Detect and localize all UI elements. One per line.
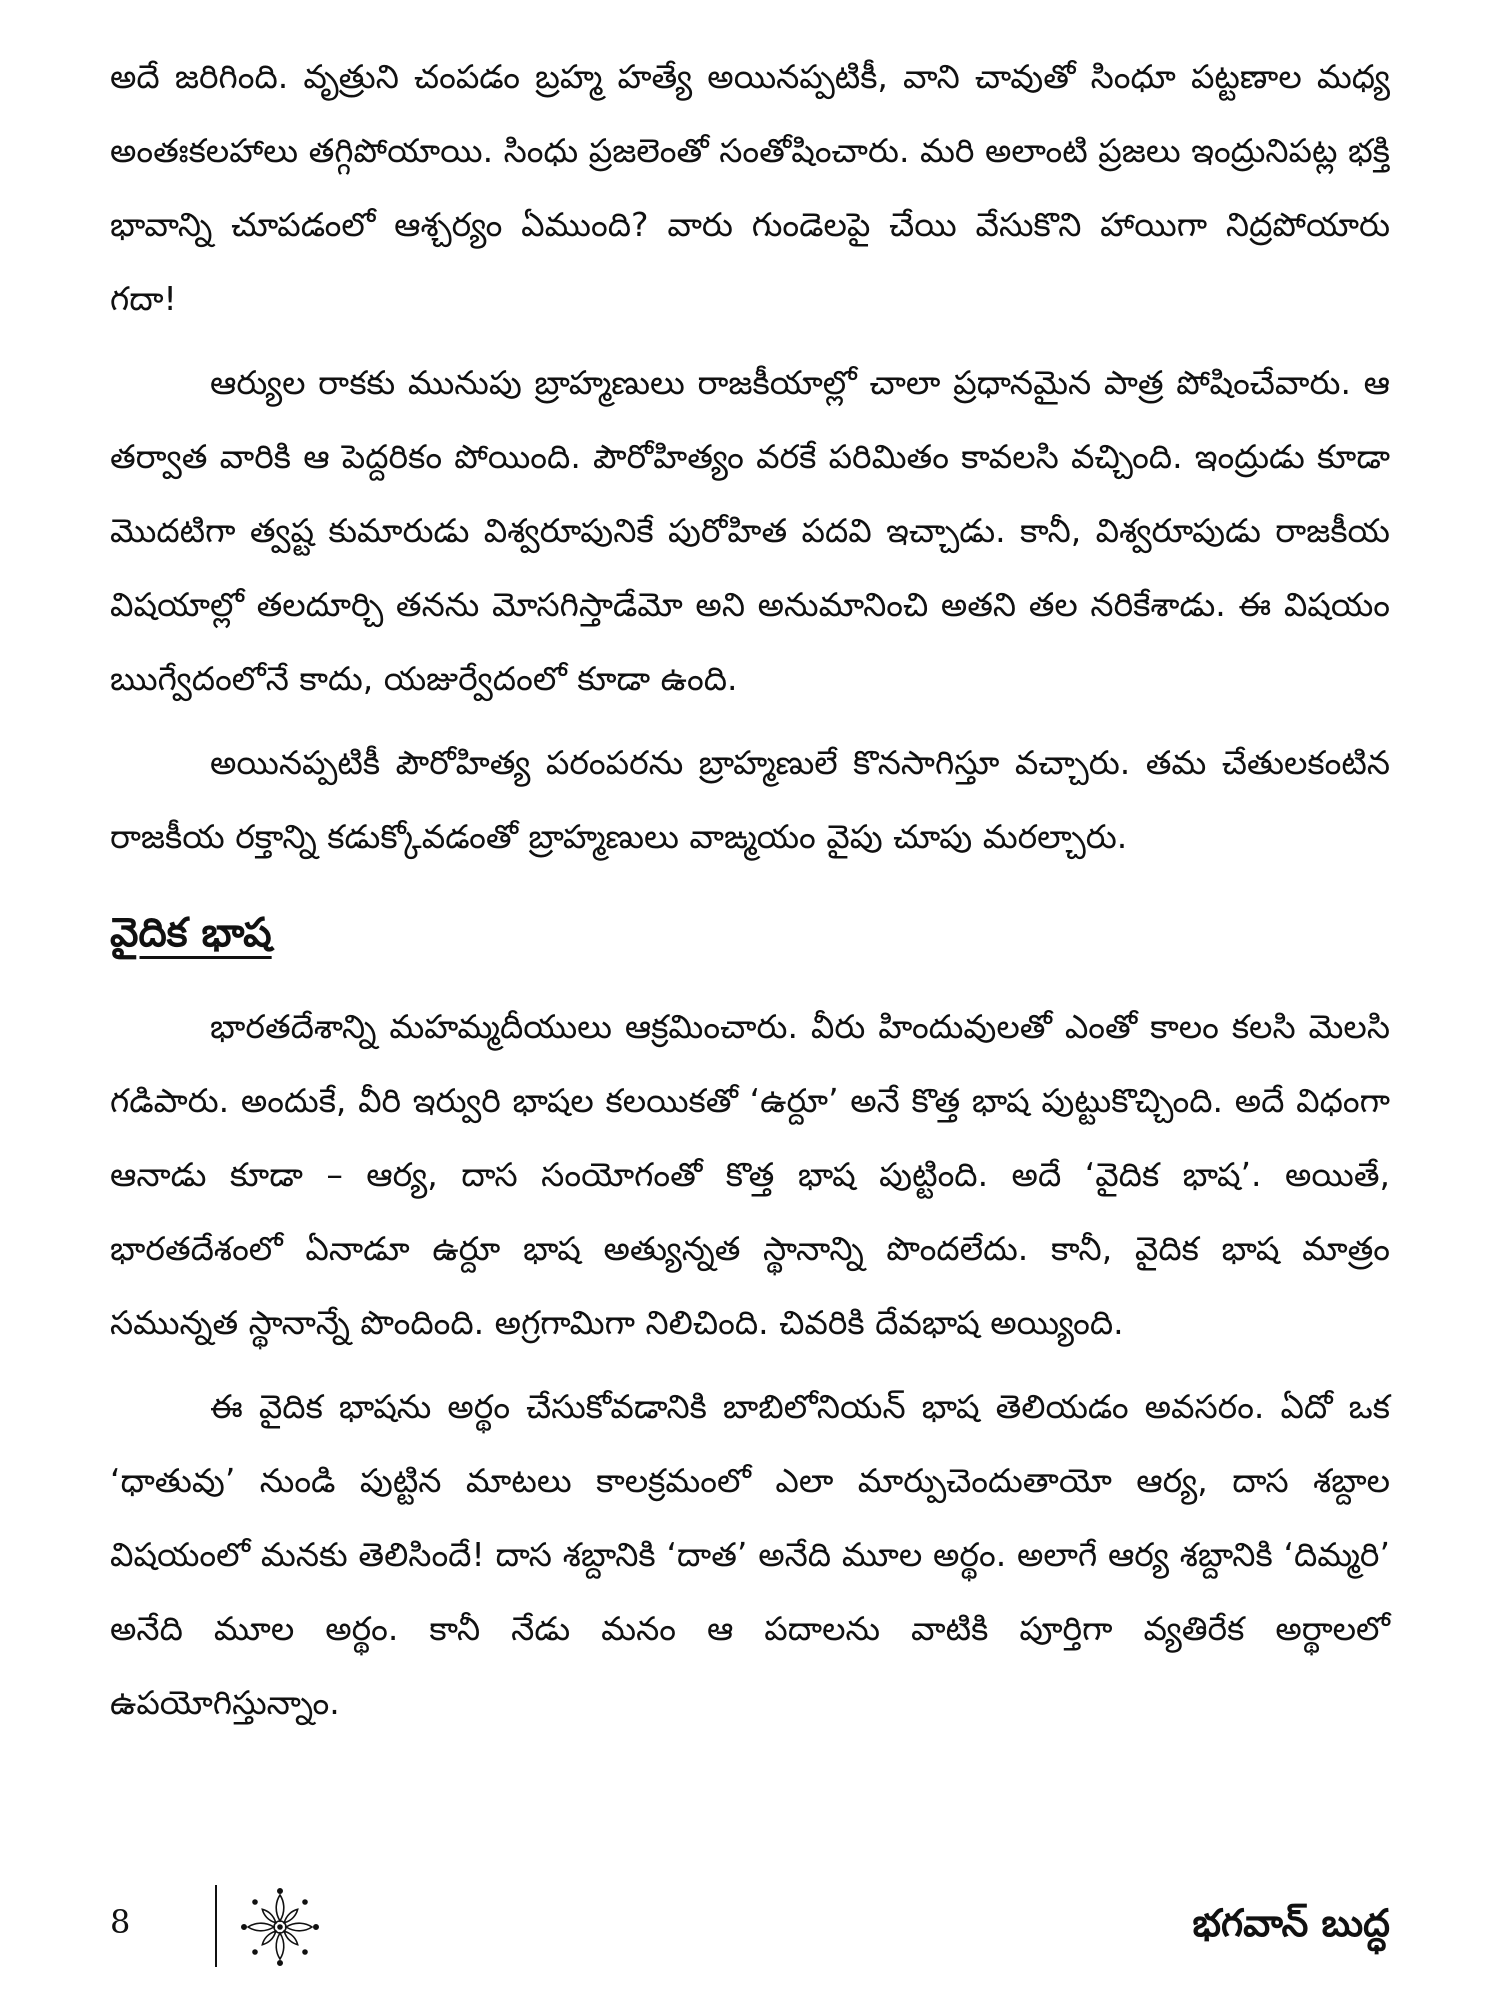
section-paragraph-2: ఈ వైదిక భాషను అర్థం చేసుకోవడానికి బాబిలోనియన్ భాష తెలియడం అవసరం. ఏదో ఒక ‘ధాతువు’ నుండి పుట్టిన మాటలు కాలక్రమంలో ఎలా మార్పుచెందుతాయో ఆర్య, దాస శబ్దాల విషయంలో మనకు తెలిసిందే! దాస శబ్దానికి ‘దాత’ అనేది మూల అర్థం. అలాగే ఆర్య శబ్దానికి ‘దిమ్మరి’ అనేది మూల అర్థం. కానీ నేడు మనం ఆ పదాలను వాటికి పూర్తిగా వ్యతిరేక అర్థాలలో ఉపయోగిస్తున్నాం. [110,1387,1390,1722]
book-title: భగవాన్ బుద్ధ [1192,1901,1390,1945]
page-body [110,40,1390,1750]
page-footer [110,1885,1390,1975]
floral-ornament-icon [240,1887,320,1967]
page-number: 8 [110,1903,131,1941]
section-heading: వైదిక భాష [110,910,272,956]
footer-divider [215,1885,217,1967]
section-paragraph-1: భారతదేశాన్ని మహమ్మదీయులు ఆక్రమించారు. వీరు హిందువులతో ఎంతో కాలం కలసి మెలసి గడిపారు. అందుకే, వీరి ఇర్వురి భాషల కలయికతో ‘ఉర్దూ’ అనే కొత్త భాష పుట్టుకొచ్చింది. అదే విధంగా ఆనాడు కూడా – ఆర్య, దాస సంయోగంతో కొత్త భాష పుట్టింది. అదే ‘వైదిక భాష’. అయితే, భారతదేశంలో ఏనాడూ ఉర్దూ భాష అత్యున్నత స్థానాన్ని పొందలేదు. కానీ, వైదిక భాష మాత్రం సమున్నత స్థానాన్నే పొందింది. అగ్రగామిగా నిలిచింది. చివరికి దేవభాష అయ్యింది. [110,1007,1390,1342]
paragraph-3: అయినప్పటికీ పౌరోహిత్య పరంపరను బ్రాహ్మణులే కొనసాగిస్తూ వచ్చారు. తమ చేతులకంటిన రాజకీయ రక్తాన్ని కడుక్కోవడంతో బ్రాహ్మణులు వాఙ్మయం వైపు చూపు మరల్చారు. [110,743,1390,856]
paragraph-2: ఆర్యుల రాకకు మునుపు బ్రాహ్మణులు రాజకీయాల్లో చాలా ప్రధానమైన పాత్ర పోషించేవారు. ఆ తర్వాత వారికి ఆ పెద్దరికం పోయింది. పౌరోహిత్యం వరకే పరిమితం కావలసి వచ్చింది. ఇంద్రుడు కూడా మొదటిగా త్వష్ట కుమారుడు విశ్వరూపునికే పురోహిత పదవి ఇచ్చాడు. కానీ, విశ్వరూపుడు రాజకీయ విషయాల్లో తలదూర్చి తనను మోసగిస్తాడేమో అని అనుమానించి అతని తల నరికేశాడు. ఈ విషయం ఋగ్వేదంలోనే కాదు, యజుర్వేదంలో కూడా ఉంది. [110,363,1390,698]
paragraph-1: అదే జరిగింది. వృత్రుని చంపడం బ్రహ్మ హత్యే అయినప్పటికీ, వాని చావుతో సింధూ పట్టణాల మధ్య అంతఃకలహాలు తగ్గిపోయాయి. సింధు ప్రజలెంతో సంతోషించారు. మరి అలాంటి ప్రజలు ఇంద్రునిపట్ల భక్తి భావాన్ని చూపడంలో ఆశ్చర్యం ఏముంది? వారు గుండెలపై చేయి వేసుకొని హాయిగా నిద్రపోయారు గదా! [110,57,1390,318]
